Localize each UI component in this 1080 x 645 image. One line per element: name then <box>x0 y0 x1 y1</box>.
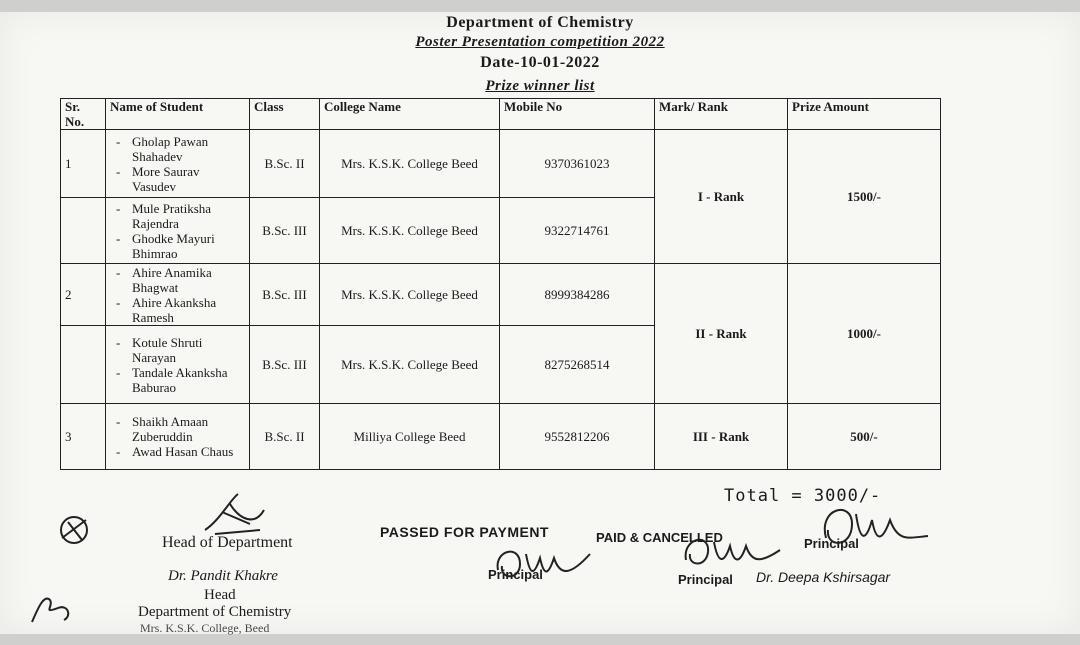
sr-no <box>61 198 106 264</box>
list-title: Prize winner list <box>485 78 595 94</box>
sr-no: 2 <box>61 264 106 326</box>
principal-signature-icon <box>812 498 932 558</box>
mobile-cell: 8275268514 <box>500 326 655 404</box>
principal-label: Principal <box>804 536 859 551</box>
initials-signature-icon <box>28 588 78 628</box>
initials-signature-icon <box>52 510 102 550</box>
col-header: Sr. No. <box>61 99 106 130</box>
col-header: Mark/ Rank <box>655 99 788 130</box>
hod-college: Mrs. K.S.K. College, Beed <box>140 621 270 635</box>
table-row <box>61 404 941 470</box>
student-name: - Kotule Shruti Narayan <box>110 335 245 365</box>
col-header: Name of Student <box>106 99 250 130</box>
prize-cell: 1000/- <box>788 264 941 404</box>
class-cell: B.Sc. II <box>250 404 320 470</box>
hod-role: Head <box>204 587 236 603</box>
col-header: Prize Amount <box>788 99 941 130</box>
student-names <box>106 404 250 470</box>
college-cell: Mrs. K.S.K. College Beed <box>320 326 500 404</box>
student-name: - Awad Hasan Chaus <box>110 444 245 459</box>
prize-cell: 500/- <box>788 404 941 470</box>
student-names <box>106 326 250 404</box>
student-names <box>106 264 250 326</box>
college-cell: Mrs. K.S.K. College Beed <box>320 130 500 198</box>
hod-title: Head of Department <box>162 534 293 551</box>
hod-department: Department of Chemistry <box>138 604 292 620</box>
principal-name: Dr. Deepa Kshirsagar <box>756 569 891 585</box>
student-name: - Mule Pratiksha Rajendra <box>110 201 245 231</box>
student-name: - More Saurav Vasudev <box>110 164 245 194</box>
department-heading: Department of Chemistry <box>446 14 634 31</box>
principal-label: Principal <box>488 567 543 582</box>
principal-signature-icon <box>490 540 600 588</box>
class-cell: B.Sc. III <box>250 264 320 326</box>
class-cell: B.Sc. III <box>250 326 320 404</box>
principal-label: Principal <box>678 572 733 587</box>
student-names <box>106 198 250 264</box>
sr-no: 1 <box>61 130 106 198</box>
student-name: - Shaikh Amaan Zuberuddin <box>110 414 245 444</box>
mobile-cell: 9322714761 <box>500 198 655 264</box>
college-cell: Mrs. K.S.K. College Beed <box>320 264 500 326</box>
event-title: Poster Presentation competition 2022 <box>415 34 665 50</box>
hod-name: Dr. Pandit Khakre <box>168 568 278 584</box>
student-name: - Ahire Anamika Bhagwat <box>110 265 245 295</box>
sr-no: 3 <box>61 404 106 470</box>
class-cell: B.Sc. II <box>250 130 320 198</box>
table-row <box>61 130 941 198</box>
sr-no <box>61 326 106 404</box>
principal-signature-icon <box>676 526 786 576</box>
prize-winner-table <box>60 98 941 470</box>
mobile-cell: 8999384286 <box>500 264 655 326</box>
paid-cancelled-stamp: PAID & CANCELLED <box>596 530 723 545</box>
total-amount: Total = 3000/- <box>724 486 882 506</box>
mobile-cell: 9370361023 <box>500 130 655 198</box>
college-cell: Milliya College Beed <box>320 404 500 470</box>
table-row <box>61 264 941 326</box>
rank-cell: I - Rank <box>655 130 788 264</box>
rank-cell: II - Rank <box>655 264 788 404</box>
col-header: Mobile No <box>500 99 655 130</box>
student-names <box>106 130 250 198</box>
mobile-cell: 9552812206 <box>500 404 655 470</box>
class-cell: B.Sc. III <box>250 198 320 264</box>
college-cell: Mrs. K.S.K. College Beed <box>320 198 500 264</box>
student-name: - Gholap Pawan Shahadev <box>110 134 245 164</box>
table-header-row <box>61 99 941 130</box>
hod-signature-icon <box>200 490 270 540</box>
student-name: - Tandale Akanksha Baburao <box>110 365 245 395</box>
passed-for-payment-stamp: PASSED FOR PAYMENT <box>380 524 549 540</box>
rank-cell: III - Rank <box>655 404 788 470</box>
event-date: Date-10-01-2022 <box>480 54 600 71</box>
col-header: Class <box>250 99 320 130</box>
col-header: College Name <box>320 99 500 130</box>
prize-cell: 1500/- <box>788 130 941 264</box>
student-name: - Ahire Akanksha Ramesh <box>110 295 245 325</box>
student-name: - Ghodke Mayuri Bhimrao <box>110 231 245 261</box>
document-page <box>0 12 1080 634</box>
